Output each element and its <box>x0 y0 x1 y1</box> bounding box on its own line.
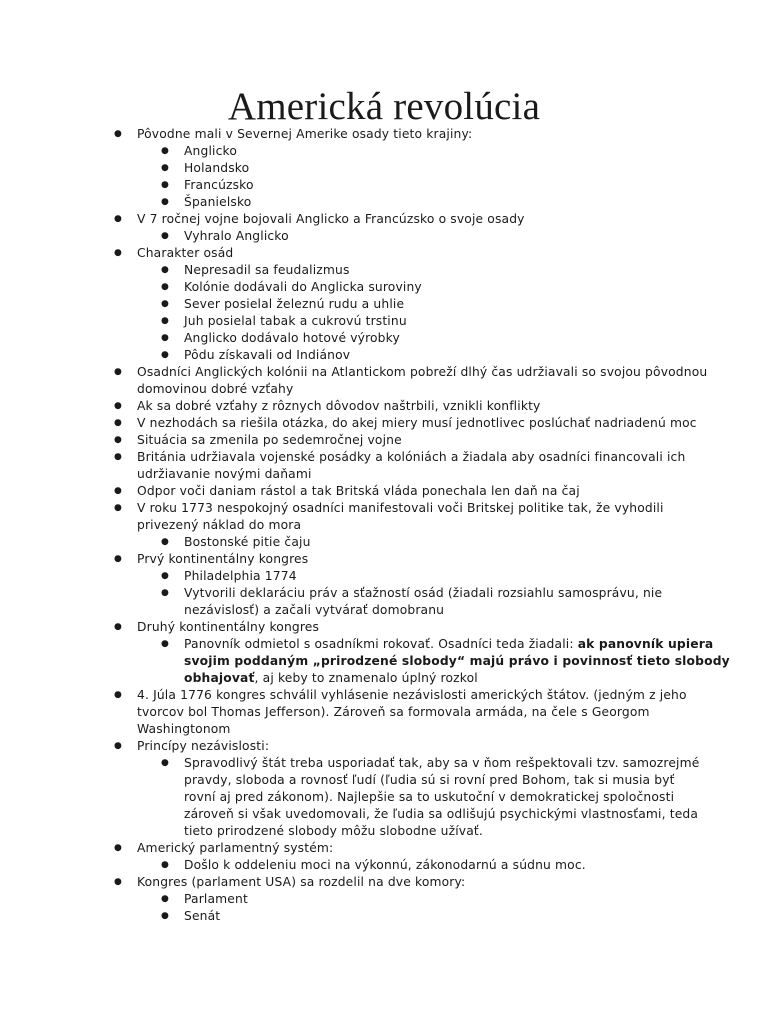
list-item <box>0 874 768 891</box>
bullet-icon: ● <box>161 197 170 207</box>
list-item-text: Vyhralo Anglicko <box>184 229 289 243</box>
list-item <box>0 738 768 755</box>
list-item-text: tvorcov bol Thomas Jefferson). Zároveň sa formovala armáda, na čele s Georgom <box>137 705 650 719</box>
list-item-text: privezený náklad do mora <box>137 518 302 532</box>
bullet-icon: ● <box>161 350 170 360</box>
list-item-text: domovinou dobré vzťahy <box>137 382 294 396</box>
bullet-icon: ● <box>114 367 123 377</box>
list-item-text: Británia udržiavala vojenské posádky a kolóniách a žiadala aby osadníci financovali ich <box>137 450 686 464</box>
list-item-text <box>184 653 768 670</box>
list-item-text: Bostonské pitie čaju <box>184 535 311 549</box>
list-item <box>0 245 768 262</box>
bullet-icon: ● <box>161 265 170 275</box>
list-item-text: Spravodlivý štát treba usporiadať tak, aby sa v ňom rešpektovali tzv. samozrejmé <box>184 756 700 770</box>
bullet-icon: ● <box>114 690 123 700</box>
bold-text: obhajovať <box>184 671 255 685</box>
list-item-text: Odpor voči daniam rástol a tak Britská vláda ponechala len daň na čaj <box>137 484 580 498</box>
bullet-icon: ● <box>161 146 170 156</box>
list-item <box>0 415 768 432</box>
sub-list-item <box>0 262 768 279</box>
list-item-text: Druhý kontinentálny kongres <box>137 620 320 634</box>
bullet-icon: ● <box>161 860 170 870</box>
sub-list-item <box>0 568 768 585</box>
bullet-icon: ● <box>161 282 170 292</box>
bullet-icon: ● <box>161 316 170 326</box>
bullet-icon: ● <box>161 911 170 921</box>
bullet-icon: ● <box>161 333 170 343</box>
sub-list-item <box>0 330 768 347</box>
bullet-icon: ● <box>114 622 123 632</box>
sub-list-item <box>0 194 768 211</box>
list-item-text: Pôvodne mali v Severnej Amerike osady tieto krajiny: <box>137 127 473 141</box>
list-item-text: Senát <box>184 909 221 923</box>
list-item <box>0 449 768 483</box>
sub-list-item <box>0 228 768 245</box>
bold-text: ak panovník upiera <box>577 637 714 651</box>
list-item-text: Kolónie dodávali do Anglicka suroviny <box>184 280 422 294</box>
list-item-text: Americký parlamentný systém: <box>137 841 334 855</box>
bullet-icon: ● <box>161 180 170 190</box>
bullet-icon: ● <box>114 129 123 139</box>
list-item <box>0 551 768 568</box>
list-item-text: Vytvorili deklaráciu práv a sťažností osád (žiadali rozsiahlu samosprávu, nie <box>184 586 663 600</box>
sub-list-item <box>0 585 768 619</box>
sub-list-item <box>0 160 768 177</box>
list-item <box>0 483 768 500</box>
bullet-icon: ● <box>161 231 170 241</box>
list-item-text: Anglicko dodávalo hotové výrobky <box>184 331 400 345</box>
list-item <box>0 398 768 415</box>
list-item <box>0 619 768 636</box>
list-item-text: Princípy nezávislosti: <box>137 739 270 753</box>
list-item <box>0 687 768 738</box>
list-item-text: Philadelphia 1774 <box>184 569 297 583</box>
list-item-text: tieto prirodzené slobody môžu slobodne užívať. <box>184 824 483 838</box>
list-item-text: Charakter osád <box>137 246 234 260</box>
list-item-text: Situácia sa zmenila po sedemročnej vojne <box>137 433 402 447</box>
bullet-icon: ● <box>114 843 123 853</box>
bullet-icon: ● <box>114 401 123 411</box>
bullet-icon: ● <box>161 894 170 904</box>
list-item-text: V 7 ročnej vojne bojovali Anglicko a Francúzsko o svoje osady <box>137 212 525 226</box>
sub-list-item <box>0 534 768 551</box>
list-item-text: udržiavanie novými daňami <box>137 467 312 481</box>
sub-list-item <box>0 279 768 296</box>
list-item-text: Sever posielal železnú rudu a uhlie <box>184 297 405 311</box>
bullet-icon: ● <box>161 571 170 581</box>
text-segment: , aj keby to znamenalo úplný rozkol <box>254 671 478 685</box>
list-item-text: Došlo k oddeleniu moci na výkonnú, zákonodarnú a súdnu moc. <box>184 858 586 872</box>
document-title: Americká revolúcia <box>227 85 541 128</box>
list-item <box>0 840 768 857</box>
sub-list-item <box>0 755 768 840</box>
list-item-text: zároveň si však uvedomovali, že ľudia sa odlišujú psychickými vlastnosťami, teda <box>184 807 699 821</box>
list-item-text: pravdy, sloboda a rovnosť ľudí (ľudia sú si rovní pred Bohom, tak si musia byť <box>184 773 675 787</box>
bullet-icon: ● <box>114 877 123 887</box>
bullet-icon: ● <box>114 435 123 445</box>
sub-list-item <box>0 891 768 908</box>
sub-list-item <box>0 636 768 687</box>
list-item <box>0 126 768 143</box>
bullet-icon: ● <box>114 741 123 751</box>
bullet-icon: ● <box>114 486 123 496</box>
sub-list-item <box>0 857 768 874</box>
list-item-text: V nezhodách sa riešila otázka, do akej miery musí jednotlivec poslúchať nadriadenú moc <box>137 416 697 430</box>
bullet-icon: ● <box>114 214 123 224</box>
list-item-text: Osadníci Anglických kolónii na Atlantickom pobreží dlhý čas udržiavali so svojou pôvodnou <box>137 365 708 379</box>
list-item-text: Španielsko <box>184 195 252 209</box>
list-item-text: Holandsko <box>184 161 250 175</box>
bold-text: svojim poddaným „prirodzené slobody“ majú právo i povinnosť tieto slobody <box>184 654 730 668</box>
bullet-icon: ● <box>161 639 170 649</box>
bullet-list <box>0 126 768 925</box>
bullet-icon: ● <box>114 554 123 564</box>
sub-list-item <box>0 908 768 925</box>
bullet-icon: ● <box>114 418 123 428</box>
sub-list-item <box>0 177 768 194</box>
text-segment: Panovník odmietol s osadníkmi rokovať. Osadníci teda žiadali: <box>184 637 578 651</box>
bullet-icon: ● <box>114 503 123 513</box>
sub-list-item <box>0 313 768 330</box>
list-item-text: Pôdu získavali od Indiánov <box>184 348 351 362</box>
list-item-text: Nepresadil sa feudalizmus <box>184 263 350 277</box>
list-item-text: Parlament <box>184 892 248 906</box>
list-item-text <box>184 636 768 653</box>
bullet-icon: ● <box>161 758 170 768</box>
list-item-text: nezávislosť) a začali vytvárať domobranu <box>184 603 445 617</box>
list-item-text: Kongres (parlament USA) sa rozdelil na dve komory: <box>137 875 466 889</box>
list-item-text: Ak sa dobré vzťahy z rôznych dôvodov naštrbili, vznikli konflikty <box>137 399 541 413</box>
list-item-text <box>184 670 768 687</box>
list-item-text: V roku 1773 nespokojný osadníci manifestovali voči Britskej politike tak, že vyhodili <box>137 501 664 515</box>
list-item-text: 4. Júla 1776 kongres schválil vyhlásenie nezávislosti amerických štátov. (jedným z jeho <box>137 688 687 702</box>
list-item <box>0 364 768 398</box>
sub-list-item <box>0 296 768 313</box>
bullet-icon: ● <box>114 248 123 258</box>
bullet-icon: ● <box>161 299 170 309</box>
list-item-text: Anglicko <box>184 144 238 158</box>
list-item-text: Francúzsko <box>184 178 254 192</box>
bullet-icon: ● <box>161 537 170 547</box>
list-item <box>0 500 768 534</box>
list-item <box>0 211 768 228</box>
list-item <box>0 432 768 449</box>
list-item-text: rovní aj pred zákonom). Najlepšie sa to uskutoční v demokratickej spoločnosti <box>184 790 675 804</box>
sub-list-item <box>0 143 768 160</box>
bullet-icon: ● <box>161 588 170 598</box>
list-item-text: Washingtonom <box>137 722 231 736</box>
sub-list-item <box>0 347 768 364</box>
list-item-text: Prvý kontinentálny kongres <box>137 552 309 566</box>
bullet-icon: ● <box>161 163 170 173</box>
bullet-icon: ● <box>114 452 123 462</box>
list-item-text: Juh posielal tabak a cukrovú trstinu <box>184 314 407 328</box>
